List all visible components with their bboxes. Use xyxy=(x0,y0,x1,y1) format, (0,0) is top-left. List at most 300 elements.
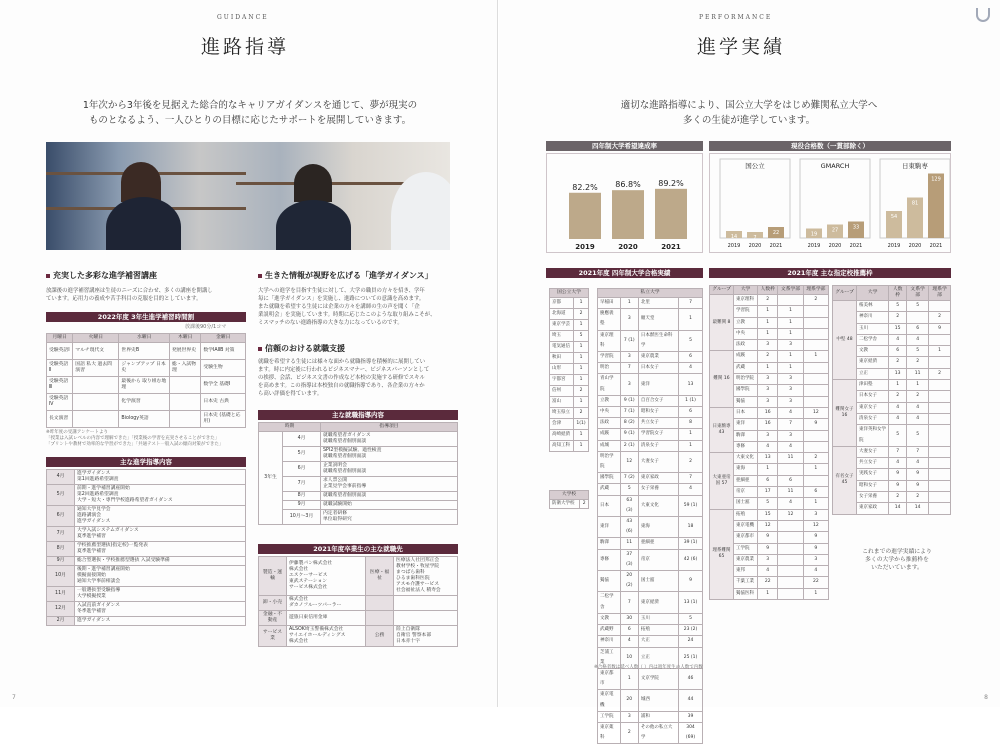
quota-cell: 11 xyxy=(778,453,803,464)
month-cell: 9月 xyxy=(47,557,75,566)
quota-cell: 2 xyxy=(889,492,907,503)
quota-cell: 7 xyxy=(889,446,907,457)
quota-cell: 9 xyxy=(803,532,828,543)
quota-cell: 14 xyxy=(889,503,907,514)
univ-count: 44 xyxy=(679,690,703,711)
timetable-notes: ※昨年度の受講アンケートより 「授業は入試レベルの内容で理解できた」「授業後の学習を充実させることができた」 「プリントや教材で効率的な学習ができた」「共通テスト一般入試の傾向対策ができた」 xyxy=(46,430,224,447)
section-title-supplementary: 充実した多彩な進学補習講座 xyxy=(46,270,157,281)
univ-name: 玉川 xyxy=(857,323,889,334)
univ-name: 共立女子 xyxy=(638,418,678,429)
data-label: 89.2% xyxy=(658,178,684,188)
univ-count: 2 xyxy=(574,408,589,419)
item-text: 進学ガイダンス xyxy=(77,618,111,623)
item-text: 総合型選抜・学校推薦型選抜 入試受験準備 xyxy=(77,558,170,563)
quota-cell: 12 xyxy=(758,520,778,531)
public-univ-table xyxy=(549,288,589,452)
univ-count: 1 xyxy=(574,320,589,331)
univ-name: 専修 xyxy=(734,441,758,452)
item-text: 模擬面接開始 xyxy=(77,573,106,578)
univ-count: 1 xyxy=(574,441,589,452)
univ-count: 20 (2) xyxy=(620,571,638,592)
univ-name: 神奈川 xyxy=(857,312,889,323)
quota-cell: 9 xyxy=(889,469,907,480)
quota-cell: 1 xyxy=(758,306,778,317)
univ-name: 立正 xyxy=(857,368,889,379)
quota-cell xyxy=(929,380,951,391)
quota-cell: 16 xyxy=(758,407,778,418)
header-cell: 人数枠 xyxy=(758,286,778,295)
quota-cell: 3 xyxy=(758,340,778,351)
group-cell: 有名女子 45 xyxy=(833,446,857,514)
chart2-title: 現役合格数（一貫部除く） xyxy=(709,141,951,151)
quota-cell xyxy=(929,391,951,402)
bar-日東駒専-2021 xyxy=(928,174,944,239)
table-row xyxy=(550,364,589,375)
quota-cell xyxy=(803,306,828,317)
univ-name: 日本女子 xyxy=(638,363,678,374)
group-cell: 難関 16 xyxy=(710,351,734,407)
passes-chart xyxy=(710,154,950,252)
quota-cell: 3 xyxy=(778,385,803,396)
item-text: 通知大学事前相談会 xyxy=(77,579,121,584)
univ-name: 学習院 xyxy=(734,306,758,317)
x-tick-label: 2019 xyxy=(807,243,821,249)
items-cell xyxy=(75,470,246,485)
table-row xyxy=(598,473,703,484)
data-label: 54 xyxy=(890,214,898,220)
univ-name: 日本 xyxy=(598,495,621,516)
month-cell: 4月 xyxy=(283,432,321,447)
univ-name: 実践女子 xyxy=(857,469,889,480)
univ-name: 宇都宮 xyxy=(550,375,574,386)
univ-name: 東京理科 xyxy=(598,330,621,351)
group-frame xyxy=(720,159,790,238)
univ-name: 東京学芸 xyxy=(550,320,574,331)
table-row xyxy=(259,611,458,626)
quota-cell xyxy=(778,566,803,577)
quota-cell: 4 xyxy=(907,458,929,469)
data-label: 7 xyxy=(753,235,757,241)
table-row xyxy=(710,509,829,520)
univ-count: 2 (1) xyxy=(620,440,638,451)
univ-count: 2 xyxy=(580,500,589,509)
month-cell: 10月 xyxy=(47,566,75,587)
univ-name: 桜美林 xyxy=(857,301,889,312)
table-row xyxy=(598,374,703,395)
quota-cell: 9 xyxy=(758,543,778,554)
univ-count: 7 (2) xyxy=(620,473,638,484)
univ-name: 成蹊 xyxy=(734,351,758,362)
quota-cell: 4 xyxy=(889,402,907,413)
table-row xyxy=(47,602,246,617)
univ-name: 明治 xyxy=(598,363,621,374)
month-cell: 9月 xyxy=(283,501,321,510)
item-text: SPI2型模擬試験、適性検査 xyxy=(323,448,382,453)
table-row xyxy=(47,527,246,542)
table-row xyxy=(598,636,703,647)
item-text: 大学入試システムガイダンス xyxy=(77,528,139,533)
industry-cell: 製造・運輸 xyxy=(259,557,287,596)
univ-name: その他の私立大学 xyxy=(638,722,678,743)
univ-name: 山形 xyxy=(550,364,574,375)
header-college: 大学校 xyxy=(550,491,589,500)
item-text: 夏季進学補習 xyxy=(77,534,106,539)
item-text: 就職希望者個別面談 xyxy=(323,439,367,444)
x-tick-label: 2019 xyxy=(887,243,901,249)
items-cell xyxy=(75,617,246,626)
companies-cell xyxy=(287,596,366,611)
timetable-title: 2022年度 3年生進学補習時間割 xyxy=(46,312,246,322)
quota-cell: 1 xyxy=(803,351,828,362)
univ-name: 東邦 xyxy=(734,566,758,577)
univ-name: 武蔵野 xyxy=(598,625,621,636)
header-private: 私立大学 xyxy=(598,289,703,298)
quota-cell xyxy=(803,317,828,328)
quota-cell xyxy=(778,295,803,306)
industry-cell: 公務 xyxy=(366,626,394,647)
month-cell: 7月 xyxy=(47,527,75,542)
employment-contents-table xyxy=(258,422,458,525)
companies-cell xyxy=(287,611,366,626)
quota-cell: 1 xyxy=(778,351,803,362)
table-row xyxy=(598,517,703,538)
table-row xyxy=(259,432,458,447)
univ-count: 59 (1) xyxy=(679,495,703,516)
univ-name: 秋田 xyxy=(550,353,574,364)
univ-name: 成蹊 xyxy=(598,429,621,440)
item-text: 大学模擬授業 xyxy=(77,594,106,599)
item-text: 大学・短大・専門学校進路希望者ガイダンス xyxy=(77,498,173,503)
quota-cell xyxy=(803,475,828,486)
quota-cell xyxy=(929,425,951,447)
quota-cell xyxy=(929,469,951,480)
items-cell xyxy=(321,510,458,525)
univ-count: 24 xyxy=(679,636,703,647)
quota-cell: 5 xyxy=(907,346,929,357)
item-text: 就職希望者個別面談 xyxy=(323,469,367,474)
items-cell xyxy=(321,432,458,447)
company-text: ダカノフルーツパーラー xyxy=(289,603,342,608)
quota-cell: 5 xyxy=(889,301,907,312)
recommendation-title: 2021年度 主な指定校推薦枠 xyxy=(709,268,951,278)
industry-cell xyxy=(366,611,394,626)
univ-count: 1 xyxy=(574,342,589,353)
quota-cell: 11 xyxy=(778,487,803,498)
univ-name: 獨協 xyxy=(734,396,758,407)
section-title-employment: 信頼のおける就職支援 xyxy=(258,343,345,354)
univ-name: 慶應義塾 xyxy=(598,309,621,330)
univ-name: 中央 xyxy=(598,407,621,418)
univ-count: 9 xyxy=(679,571,703,592)
month-cell: 4月 xyxy=(47,470,75,485)
chart2-box xyxy=(709,153,951,253)
company-text: 社会福祉法人 積寿会 xyxy=(396,588,441,593)
univ-name: 工学院 xyxy=(734,543,758,554)
univ-name: 昭和女子 xyxy=(857,480,889,491)
univ-name: 二松学舎 xyxy=(857,334,889,345)
table-row xyxy=(598,711,703,722)
x-tick-label: 2019 xyxy=(727,243,741,249)
univ-name: 武蔵 xyxy=(598,484,621,495)
quota-cell xyxy=(929,334,951,345)
univ-count: 25 (1) xyxy=(679,647,703,668)
lead-text-r2: 多くの生徒が進学しています。 xyxy=(682,115,816,126)
univ-count: 3 xyxy=(620,352,638,363)
univ-count: 1 xyxy=(574,397,589,408)
item-text: 単位取得研究 xyxy=(323,517,352,522)
univ-name: 明治学院 xyxy=(734,374,758,385)
quota-cell: 12 xyxy=(778,509,803,520)
table-row xyxy=(259,626,458,647)
item-text: 一般選抜型受験指導 xyxy=(77,588,121,593)
left-page xyxy=(0,0,498,707)
quota-cell: 1 xyxy=(803,498,828,509)
univ-name: 津田塾 xyxy=(857,380,889,391)
grade-cell: 3年生 xyxy=(259,432,283,525)
univ-count: 6 xyxy=(679,352,703,363)
employers-title: 2021年度卒業生の主な就職先 xyxy=(258,544,458,554)
items-cell xyxy=(75,557,246,566)
univ-name: 東洋 xyxy=(638,374,678,395)
item-text: 第1回進路希望調査 xyxy=(77,477,119,482)
company-text: 伊藤製パン株式会社 xyxy=(289,561,333,566)
right-page xyxy=(499,0,1000,741)
table-row xyxy=(710,407,829,418)
univ-count: 37 (3) xyxy=(620,549,638,570)
table-row xyxy=(550,342,589,353)
univ-name: 自百合女子 xyxy=(638,395,678,406)
univ-name: 亜細亜 xyxy=(734,475,758,486)
table-row xyxy=(550,375,589,386)
item-text: 求人票公開 xyxy=(323,478,347,483)
table-row xyxy=(550,397,589,408)
employment-text: 就職を希望する生徒には様々な面から就職指導を積極的に展開してい ます。時に内定後に行われるビジネスマナー、ビジネスパーソンとして の挨拶、会話、ビジネス文書の作成など本校の実施する研修でスキル を高めます。この指導は本校独自の就職指導であり、各企業の方々か ら高い評価を得ています。 xyxy=(258,359,430,397)
univ-count: 5 xyxy=(679,613,703,624)
univ-name: 女子栄養 xyxy=(638,484,678,495)
company-text: 株式会社 xyxy=(289,639,309,644)
univ-name: 高知工科 xyxy=(550,441,574,452)
quota-cell: 1 xyxy=(758,588,778,599)
school-logo-icon xyxy=(976,8,990,22)
univ-name: 早稲田 xyxy=(598,298,621,309)
univ-count: 1 xyxy=(620,298,638,309)
quota-cell: 15 xyxy=(758,509,778,520)
quota-cell: 3 xyxy=(778,430,803,441)
univ-name: 京都 xyxy=(550,298,574,309)
univ-name: 清泉女子 xyxy=(857,413,889,424)
univ-name: 会津 xyxy=(550,419,574,430)
group-cell: 理系難関 65 xyxy=(710,509,734,599)
univ-count: 42 (6) xyxy=(679,549,703,570)
univ-name: 東京農業 xyxy=(734,554,758,565)
univ-name: 武蔵 xyxy=(734,362,758,373)
college-table xyxy=(549,490,589,509)
table-row xyxy=(47,470,246,485)
univ-name: 東京都市 xyxy=(734,532,758,543)
quota-cell: 2 xyxy=(758,295,778,306)
univ-count: 1 xyxy=(574,375,589,386)
data-label: 86.8% xyxy=(615,180,641,190)
items-cell xyxy=(75,542,246,557)
item-text: 内定者研修 xyxy=(323,511,347,516)
recommendation-table-right xyxy=(832,285,951,515)
univ-name: 東京経済 xyxy=(638,592,678,613)
group-cell: 難関女子 16 xyxy=(833,380,857,447)
univ-count: 30 xyxy=(620,613,638,624)
univ-count: 7 xyxy=(679,298,703,309)
univ-count: 1 xyxy=(679,440,703,451)
table-row xyxy=(550,430,589,441)
quota-cell xyxy=(929,402,951,413)
univ-count: 2 xyxy=(620,722,638,743)
univ-count: 7 xyxy=(620,363,638,374)
quota-cell: 4 xyxy=(758,566,778,577)
quota-cell: 3 xyxy=(758,396,778,407)
item-text: 進路講演会 xyxy=(77,513,101,518)
month-cell: 6月 xyxy=(47,506,75,527)
table-row xyxy=(598,549,703,570)
univ-count: 2 xyxy=(574,386,589,397)
univ-count: 2 xyxy=(574,309,589,320)
items-cell xyxy=(321,492,458,501)
quota-cell: 7 xyxy=(778,419,803,430)
univ-count: 1 (1) xyxy=(679,395,703,406)
univ-count: 3 xyxy=(620,374,638,395)
lead-text-1: 1年次から3年後を見据えた総合的なキャリアガイダンスを通じて、夢が現実の xyxy=(82,100,418,111)
table-row xyxy=(598,352,703,363)
table-row xyxy=(47,617,246,626)
univ-name: 東京農業 xyxy=(638,352,678,363)
univ-name: 東京理科 xyxy=(734,295,758,306)
univ-name: 獨協医科 xyxy=(734,588,758,599)
table-row xyxy=(598,571,703,592)
item-text: 企業説明会 xyxy=(323,463,347,468)
table-row xyxy=(550,309,589,320)
univ-name: 東洋 xyxy=(734,419,758,430)
month-cell: 2月 xyxy=(47,617,75,626)
univ-count: 43 (6) xyxy=(620,517,638,538)
quota-cell: 4 xyxy=(778,498,803,509)
timetable-subtitle: 放課後90分/1コマ xyxy=(185,324,227,330)
quota-cell: 1 xyxy=(778,306,803,317)
univ-name: 清泉女子 xyxy=(638,440,678,451)
guidance-contents-title: 主な進学指導内容 xyxy=(46,457,246,467)
x-tick-label: 2020 xyxy=(748,243,762,249)
table-row xyxy=(259,510,458,525)
quota-cell: 2 xyxy=(907,391,929,402)
month-cell: 11月 xyxy=(47,587,75,602)
quota-cell: 2 xyxy=(758,351,778,362)
company-text: 自衛官 警察本部 xyxy=(396,633,432,638)
company-text: 東武ステーション xyxy=(289,579,328,584)
univ-count: 11 xyxy=(620,538,638,549)
univ-count: 46 xyxy=(679,668,703,689)
students-photo xyxy=(46,142,450,250)
univ-count: 5 xyxy=(679,330,703,351)
univ-name: 順天堂 xyxy=(638,309,678,330)
quota-cell: 6 xyxy=(803,487,828,498)
univ-name: 帝京 xyxy=(734,487,758,498)
univ-name: 日本 xyxy=(734,407,758,418)
univ-count: 4 xyxy=(679,484,703,495)
company-text: まつばら歯科 xyxy=(396,570,425,575)
univ-name: 専修 xyxy=(598,549,621,570)
table-row xyxy=(550,320,589,331)
item-text: 進学ガイダンス xyxy=(77,471,111,476)
quota-cell: 16 xyxy=(758,419,778,430)
univ-name: 立教 xyxy=(734,317,758,328)
data-label: 22 xyxy=(772,230,780,236)
univ-name: 日本獣医生命科学 xyxy=(638,330,678,351)
quota-cell xyxy=(803,340,828,351)
quota-cell xyxy=(929,413,951,424)
univ-name: 電気通信 xyxy=(550,342,574,353)
performance-label: PERFORMANCE xyxy=(699,14,773,21)
timetable-table: 月曜日 火曜日 水曜日 木曜日 金曜日 受験英語Ⅰ マルチ現代文 世界史B 発展世界史 数学ⅠAⅡB 対策 受験英語Ⅱ 国語 私大 過去問演習 ジャンプアップ 日本史 総・入試物理 受験生物 受験英語Ⅲ 最後から 取り組む地理 数学全 基礎Ⅰ 受験英語Ⅳ 化学演習 日本史 古典 長文演習 Biology英語 日本史 (基礎と応用) xyxy=(46,333,246,428)
quota-cell: 9 xyxy=(929,323,951,334)
company-text: 日本赤十字 xyxy=(396,639,421,644)
quota-cell: 2 xyxy=(907,357,929,368)
quota-cell: 3 xyxy=(778,340,803,351)
quota-cell: 5 xyxy=(758,498,778,509)
industry-cell: 金融・不動産 xyxy=(259,611,287,626)
companies-cell xyxy=(394,611,458,626)
quota-cell: 2 xyxy=(803,295,828,306)
univ-count: 1 xyxy=(679,429,703,440)
item-text: 就職試験開始 xyxy=(323,502,352,507)
univ-name: 二松学舎 xyxy=(598,592,621,613)
table-row xyxy=(598,722,703,743)
univ-name: 北海道 xyxy=(550,309,574,320)
table-row xyxy=(47,506,246,527)
table-row xyxy=(550,408,589,419)
quota-cell: 9 xyxy=(758,532,778,543)
quota-cell: 2 xyxy=(889,357,907,368)
univ-count: 13 (1) xyxy=(679,592,703,613)
companies-cell xyxy=(394,626,458,647)
univ-name: 國學院 xyxy=(598,473,621,484)
company-text: サービス株式会社 xyxy=(289,585,328,590)
item-text: 前期・進学補習講座開始 xyxy=(77,486,130,491)
x-tick-label: 2020 xyxy=(828,243,842,249)
month-cell: 10月〜3月 xyxy=(283,510,321,525)
header-period: 時期 xyxy=(259,423,321,432)
page-number-left: 7 xyxy=(12,694,16,701)
table-row xyxy=(259,596,458,611)
quota-cell: 4 xyxy=(889,458,907,469)
items-cell xyxy=(75,566,246,587)
univ-name: 東京電機 xyxy=(598,690,621,711)
quota-cell xyxy=(778,464,803,475)
quota-cell xyxy=(929,301,951,312)
closing-text: これまでの進学実績により 多くの大学から推薦枠を いただいています。 xyxy=(862,549,932,571)
group-cell: 大東亜帝国 57 xyxy=(710,453,734,509)
univ-count: 9 (1) xyxy=(620,429,638,440)
month-cell: 12月 xyxy=(47,602,75,617)
table-row xyxy=(833,301,951,312)
employment-contents-title: 主な就職指導内容 xyxy=(258,410,458,420)
items-cell xyxy=(321,462,458,477)
quota-cell xyxy=(929,492,951,503)
month-cell: 8月 xyxy=(47,542,75,557)
quota-cell: 7 xyxy=(907,446,929,457)
table-row xyxy=(47,557,246,566)
quota-cell: 4 xyxy=(778,407,803,418)
page-title-guidance: 進路指導 xyxy=(201,36,290,58)
header-cell: 大学 xyxy=(857,286,889,301)
item-text: 就職希望者個別面談 xyxy=(323,493,367,498)
univ-name: 拓殖 xyxy=(734,509,758,520)
